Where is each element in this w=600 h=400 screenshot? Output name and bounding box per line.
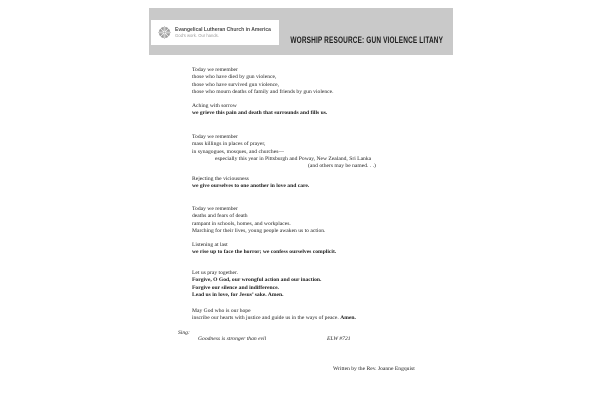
prayer-intro: Let us pray together. — [192, 270, 238, 276]
header-banner — [149, 8, 453, 55]
blessing-amen: Amen. — [340, 315, 356, 322]
response-intro: Rejecting the viciousness — [192, 176, 249, 182]
litany-line-indented: especially this year in Pittsburgh and Poway, New Zealand, Sri Lanka — [215, 155, 372, 162]
stanza-1-call — [192, 67, 334, 96]
author-credit: Written by the Rev. Joanne Engquist — [333, 366, 415, 372]
stanza-1-response — [192, 103, 327, 118]
hymn-title: Goodness is stronger than evil — [198, 336, 267, 342]
prayer-line: Forgive, O God, our wrongful action and our inaction. — [192, 277, 322, 284]
response-intro: Listening at last — [192, 242, 228, 248]
litany-line: in synagogues, mosques, and churches— — [192, 148, 284, 155]
org-tagline: God’s work. Our hands. — [175, 33, 219, 38]
response-line: we rise up to face the horror; we confess ourselves complicit. — [192, 249, 337, 256]
prayer-line: Lead us in love, for Jesus’ sake. Amen. — [192, 291, 284, 298]
litany-line-note: (and others may be named. . .) — [308, 163, 376, 170]
litany-line: those who have died by gun violence, — [192, 74, 277, 81]
response-line: we grieve this pain and death that surrounds and fills us. — [192, 110, 328, 117]
elca-cross-globe-icon — [158, 26, 171, 39]
org-name: Evangelical Lutheran Church in America — [175, 27, 271, 33]
prayer-line: Forgive our silence and indifference. — [192, 284, 279, 291]
blessing-line: May God who is our hope — [192, 308, 251, 314]
litany-line: mass killings in places of prayer, — [192, 141, 266, 148]
litany-line: Today we remember — [192, 134, 238, 140]
response-intro: Aching with sorrow — [192, 103, 237, 109]
blessing-section — [192, 308, 356, 323]
litany-line: Marching for their lives, young people awaken us to action. — [192, 227, 326, 234]
hymn-number: ELW #721 — [327, 336, 351, 342]
stanza-3-call — [192, 206, 325, 235]
response-line: we give ourselves to one another in love and care. — [192, 183, 310, 190]
litany-line: those who have survived gun violence, — [192, 81, 279, 88]
prayer-section — [192, 270, 321, 299]
blessing-line — [192, 315, 356, 322]
stanza-2-call — [192, 134, 376, 170]
logo-text — [175, 27, 271, 38]
document-title: WORSHIP RESOURCE: GUN VIOLENCE LITANY — [290, 35, 443, 45]
sing-label: Sing: — [178, 330, 190, 336]
elca-logo — [151, 20, 279, 45]
litany-line: Today we remember — [192, 206, 238, 212]
litany-line: those who mourn deaths of family and friends by gun violence. — [192, 88, 334, 95]
stanza-2-response — [192, 176, 309, 191]
litany-line: rampant in schools, homes, and workplaces. — [192, 220, 291, 227]
litany-line: deaths and fears of death — [192, 213, 248, 220]
litany-line: Today we remember — [192, 67, 238, 73]
blessing-text: inscribe our hearts with justice and guide us in the ways of peace. — [192, 315, 339, 322]
stanza-3-response — [192, 242, 336, 257]
